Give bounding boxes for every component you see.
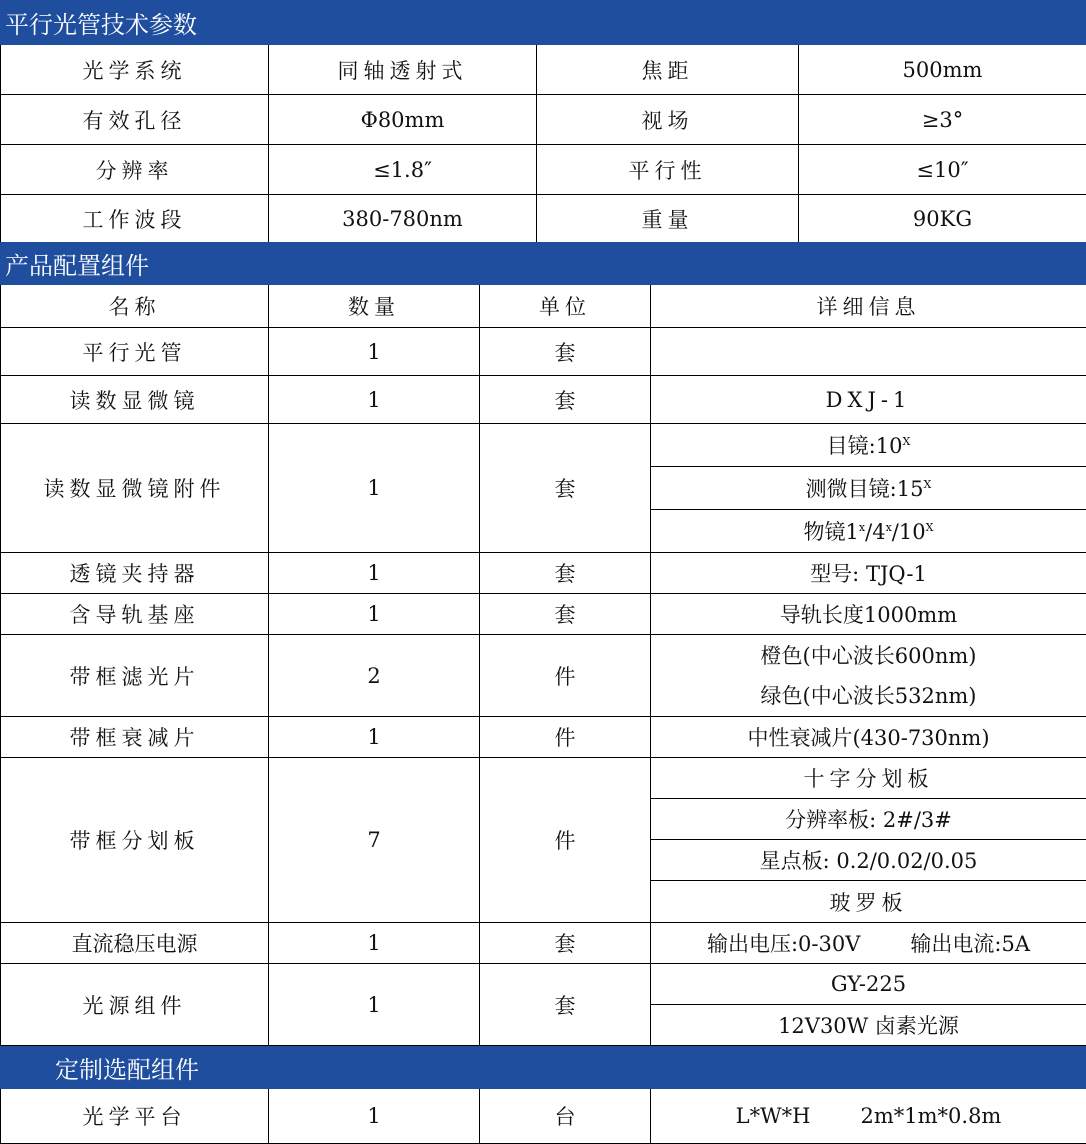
item-qty: 1 [269, 923, 480, 964]
item-qty: 1 [269, 328, 480, 376]
item-detail: 型号: TJQ-1 [651, 553, 1086, 594]
item-detail: 输出电压:0-30V 输出电流:5A [651, 923, 1086, 964]
item-name: 平行光管 [1, 328, 269, 376]
param-label: 焦距 [537, 45, 799, 95]
table-row [1, 717, 1086, 758]
param-label: 视场 [537, 95, 799, 145]
param-value: Φ80mm [269, 95, 537, 145]
item-unit: 件 [480, 758, 651, 923]
item-detail: 12V30W 卤素光源 [651, 1005, 1086, 1046]
item-detail: 物镜$1^x/4^x/10^X$ [651, 510, 1086, 553]
item-name: 含导轨基座 [1, 594, 269, 635]
custom-section-title: 定制选配组件 [1, 1046, 269, 1089]
custom-section-bar [269, 1046, 1086, 1089]
item-qty: 1 [269, 376, 480, 424]
item-name: 透镜夹持器 [1, 553, 269, 594]
table-row [1, 964, 1086, 1005]
table-row [1, 376, 1086, 424]
table-row [1, 1089, 1086, 1144]
param-value: ≤1.8″ [269, 145, 537, 195]
column-header-unit: 单位 [480, 285, 651, 328]
item-unit: 件 [480, 635, 651, 717]
item-qty: 2 [269, 635, 480, 717]
item-name: 光源组件 [1, 964, 269, 1046]
item-detail: 中性衰减片(430-730nm) [651, 717, 1086, 758]
item-unit: 台 [480, 1089, 651, 1144]
column-header-name: 名称 [1, 285, 269, 328]
item-name: 带框滤光片 [1, 635, 269, 717]
param-value: 500mm [799, 45, 1086, 95]
item-qty: 1 [269, 594, 480, 635]
table-row [1, 328, 1086, 376]
param-value: 90KG [799, 195, 1086, 243]
item-name: 读数显微镜附件 [1, 424, 269, 553]
item-name: 带框衰减片 [1, 717, 269, 758]
item-detail: 导轨长度1000mm [651, 594, 1086, 635]
item-qty: 1 [269, 717, 480, 758]
item-name: 带框分划板 [1, 758, 269, 923]
item-qty: 1 [269, 553, 480, 594]
table-row [1, 758, 1086, 799]
item-detail: L*W*H 2m*1m*0.8m [651, 1089, 1086, 1144]
item-unit: 套 [480, 328, 651, 376]
param-label: 有效孔径 [1, 95, 269, 145]
item-detail: 十字分划板 [651, 758, 1086, 799]
column-header-qty: 数量 [269, 285, 480, 328]
item-detail: 玻罗板 [651, 881, 1086, 923]
item-detail: 目镜$:10^X$ [651, 424, 1086, 467]
param-label: 分辨率 [1, 145, 269, 195]
item-detail: 分辨率板: 2#/3# [651, 799, 1086, 840]
params-section-title: 平行光管技术参数 [1, 1, 1086, 45]
item-detail [651, 328, 1086, 376]
item-detail: 橙色(中心波长600nm) 绿色(中心波长532nm) [651, 635, 1086, 717]
item-unit: 套 [480, 376, 651, 424]
item-unit: 套 [480, 553, 651, 594]
item-qty: 7 [269, 758, 480, 923]
item-qty: 1 [269, 964, 480, 1046]
item-unit: 套 [480, 424, 651, 553]
config-section-title: 产品配置组件 [1, 243, 1086, 285]
item-qty: 1 [269, 1089, 480, 1144]
item-detail: 星点板: 0.2/0.02/0.05 [651, 840, 1086, 881]
param-value: ≤10″ [799, 145, 1086, 195]
config-table [0, 242, 1086, 1144]
item-detail: GY-225 [651, 964, 1086, 1005]
item-unit: 套 [480, 923, 651, 964]
item-name: 直流稳压电源 [1, 923, 269, 964]
table-row [1, 553, 1086, 594]
item-unit: 套 [480, 964, 651, 1046]
table-row [1, 923, 1086, 964]
param-label: 平行性 [537, 145, 799, 195]
table-row [1, 424, 1086, 467]
param-value: ≥3° [799, 95, 1086, 145]
item-unit: 件 [480, 717, 651, 758]
param-value: 同轴透射式 [269, 45, 537, 95]
item-detail: DXJ-1 [651, 376, 1086, 424]
item-qty: 1 [269, 424, 480, 553]
param-label: 重量 [537, 195, 799, 243]
params-table [0, 0, 1086, 243]
param-label: 光学系统 [1, 45, 269, 95]
param-value: 380-780nm [269, 195, 537, 243]
item-detail: 测微目镜$:15^X$ [651, 467, 1086, 510]
item-name: 光学平台 [1, 1089, 269, 1144]
table-row [1, 635, 1086, 717]
item-name: 读数显微镜 [1, 376, 269, 424]
item-unit: 套 [480, 594, 651, 635]
column-header-details: 详细信息 [651, 285, 1086, 328]
param-label: 工作波段 [1, 195, 269, 243]
table-row [1, 594, 1086, 635]
